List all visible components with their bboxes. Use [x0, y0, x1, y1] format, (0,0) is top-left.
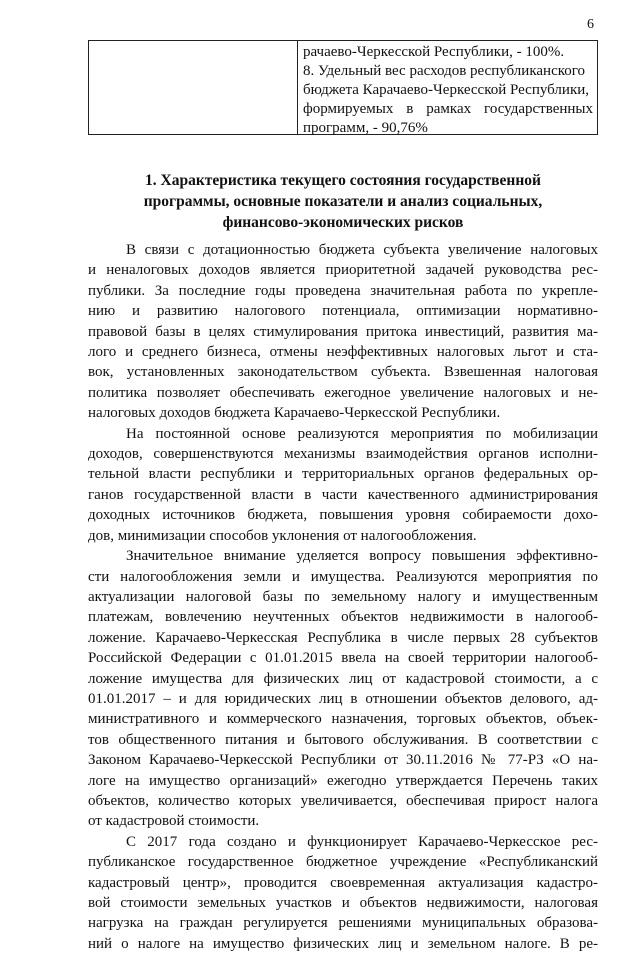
table-line: формируемых в рамках государственных: [303, 101, 593, 117]
body-line: объектов, количество которых увеличивается, обеспечивая прирост налога: [88, 792, 598, 809]
table-line: рачаево-Черкесской Республики, - 100%.: [303, 44, 565, 60]
table-right-cell: [298, 41, 597, 134]
body-line: публиканское государственное бюджетное учреждение «Республиканский: [88, 854, 598, 871]
body-line: 01.01.2017 – и для юридических лиц в отношении объектов делового, ад-: [88, 690, 598, 707]
body-line: логе на имущество организаций» ежегодно утверждается Перечень таких: [88, 772, 598, 789]
body-line: от кадастровой стоимости.: [88, 813, 260, 830]
body-line: дов, минимизации способов уклонения от налогообложения.: [88, 527, 477, 544]
body-line: доходных источников бюджета, повышения уровня собираемости дохо-: [88, 507, 598, 524]
indicators-table: [88, 40, 598, 135]
body-line: актуализации налоговой базы по земельному налогу и имущественным: [88, 588, 598, 605]
table-line: программ, - 90,76%: [303, 120, 428, 136]
body-line: ложение имущества для физических лиц от кадастровой стоимости, а с: [88, 670, 598, 687]
body-line: кадастровый центр», проводится своевременная актуализация кадастро-: [88, 874, 598, 891]
body-line: ганов государственной власти в части качественного администрирования: [88, 486, 598, 503]
table-line: бюджета Карачаево-Черкесской Республики,: [303, 82, 590, 98]
body-line: публики. За последние годы проведена значительная работа по укрепле-: [88, 282, 598, 299]
body-line: нагрузка на граждан регулируется решениями муниципальных образова-: [88, 915, 598, 932]
body-line: Законом Карачаево-Черкесской Республики от 30.11.2016 № 77-РЗ «О на-: [88, 752, 598, 769]
heading-line: программы, основные показатели и анализ социальных,: [143, 193, 543, 210]
body-line: нию и развитию налогового потенциала, оптимизации нормативно-: [88, 303, 598, 320]
body-line: налоговых доходов бюджета Карачаево-Черкесской Республики.: [88, 405, 501, 422]
body-line: тельной власти республики и территориальных органов федеральных ор-: [88, 466, 598, 483]
body-line: сти налогообложения земли и имущества. Реализуются мероприятия по: [88, 568, 598, 585]
heading-line: 1. Характеристика текущего состояния государственной: [145, 172, 541, 189]
page-number: 6: [587, 17, 594, 32]
body-line: вок, установленных законодательством субъекта. Взвешенная налоговая: [88, 364, 598, 381]
heading-line: финансово-экономических рисков: [222, 214, 464, 231]
body-text: [88, 240, 598, 954]
section-heading: [88, 170, 598, 233]
body-line: лого и среднего бизнеса, отмены неэффективных налоговых льгот и ста-: [88, 344, 598, 361]
body-line: правовой базы в целях стимулирования притока инвестиций, развития ма-: [88, 323, 598, 340]
body-line: Российской Федерации с 01.01.2015 ввела на своей территории налогооб-: [88, 650, 598, 667]
body-line: На постоянной основе реализуются мероприятия по мобилизации: [126, 425, 598, 442]
body-line: платежам, вовлечению неучтенных объектов недвижимости в налогооб-: [88, 609, 598, 626]
body-line: доходов, совершенствуются механизмы взаимодействия органов исполни-: [88, 446, 598, 463]
body-line: Значительное внимание уделяется вопросу повышения эффективно-: [126, 548, 598, 565]
body-line: ний о налоге на имущество физических лиц и земельном налоге. В ре-: [88, 935, 598, 952]
table-left-cell: [89, 41, 298, 134]
body-line: министративного и коммерческого назначения, торговых объектов, объек-: [88, 711, 598, 728]
body-line: политика позволяет обеспечивать ежегодное увеличение налоговых и не-: [88, 384, 598, 401]
body-line: и неналоговых доходов является приоритетной задачей руководства рес-: [88, 262, 598, 279]
body-line: В связи с дотационностью бюджета субъекта увеличение налоговых: [126, 242, 598, 258]
body-line: вой стоимости земельных участков и объектов недвижимости, налоговая: [88, 895, 598, 911]
body-line: тов общественного питания и бытового обслуживания. В соответствии с: [88, 731, 598, 748]
table-line: 8. Удельный вес расходов республиканского: [303, 63, 586, 79]
body-line: С 2017 года создано и функционирует Карачаево-Черкесское рес-: [126, 833, 598, 850]
body-line: ложение. Карачаево-Черкесская Республика в числе первых 28 субъектов: [88, 629, 598, 646]
